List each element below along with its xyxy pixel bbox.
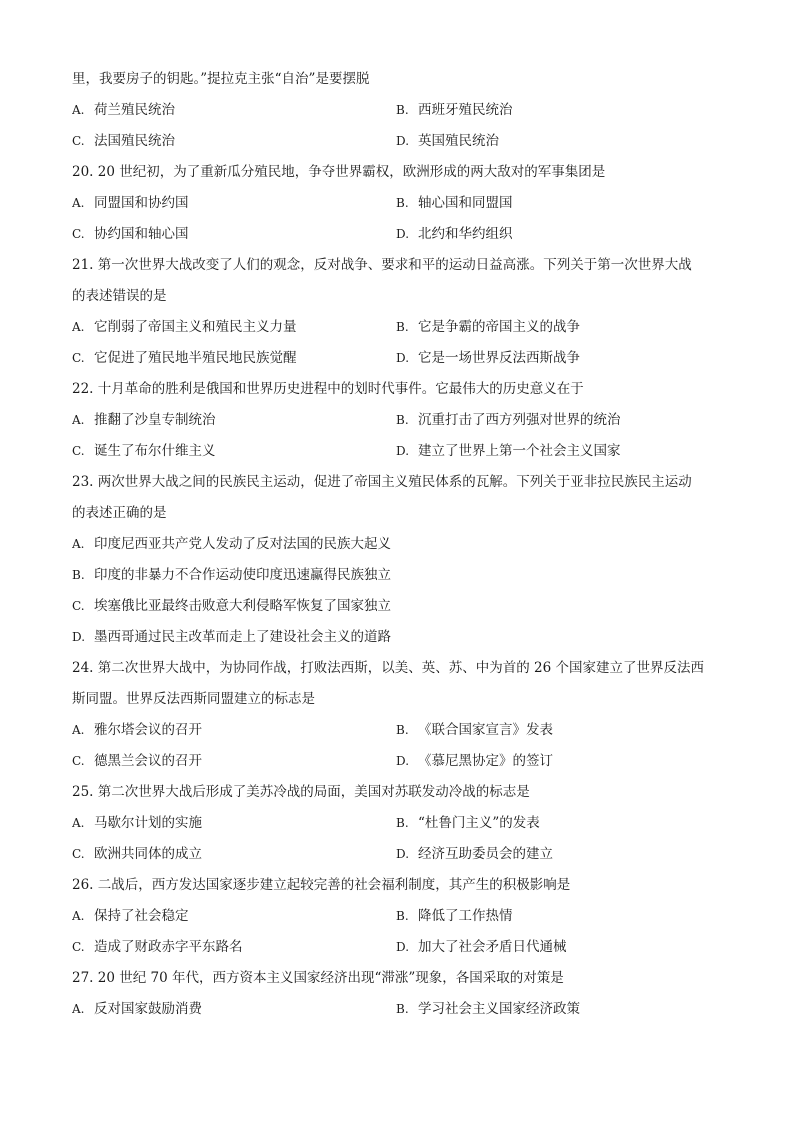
q22-option-d[interactable]: D. 建立了世界上第一个社会主义国家: [396, 443, 621, 459]
q24-option-c[interactable]: C. 德黑兰会议的召开: [72, 753, 202, 769]
q25-option-d[interactable]: D. 经济互助委员会的建立: [396, 846, 553, 862]
q23-option-c[interactable]: C. 埃塞俄比亚最终击败意大利侵略军恢复了国家独立: [72, 598, 391, 614]
q22-option-c[interactable]: C. 诞生了布尔什维主义: [72, 443, 216, 459]
q23-option-a[interactable]: A. 印度尼西亚共产党人发动了反对法国的民族大起义: [72, 536, 391, 552]
question-24-options-row-2: [72, 746, 732, 777]
question-24-stem-line-2: 斯同盟。世界反法西斯同盟建立的标志是: [72, 691, 315, 707]
q25-option-c[interactable]: C. 欧洲共同体的成立: [72, 846, 202, 862]
q26-option-c[interactable]: C. 造成了财政赤字平东路名: [72, 939, 243, 955]
q23-option-d[interactable]: D. 墨西哥通过民主改革而走上了建设社会主义的道路: [72, 629, 391, 645]
question-26-stem: 26. 二战后，西方发达国家逐步建立起较完善的社会福利制度，其产生的积极影响是: [72, 877, 571, 893]
q26-option-a[interactable]: A. 保持了社会稳定: [72, 908, 189, 924]
question-24-stem-line-1: 24. 第二次世界大战中，为协同作战，打败法西斯，以美、英、苏、中为首的 26 个国家建立了世界反法西: [72, 660, 705, 676]
question-20-options-row-1: [72, 188, 732, 219]
q19-option-d[interactable]: D. 英国殖民统治: [396, 133, 499, 149]
q25-option-a[interactable]: A. 马歇尔计划的实施: [72, 815, 202, 831]
question-21-stem-line-2: 的表述错误的是: [72, 288, 167, 304]
q22-option-b[interactable]: B. 沉重打击了西方列强对世界的统治: [396, 412, 621, 428]
q26-option-b[interactable]: B. 降低了工作热情: [396, 908, 513, 924]
q21-option-c[interactable]: C. 它促进了殖民地半殖民地民族觉醒: [72, 350, 297, 366]
question-27-stem: 27. 20 世纪 70 年代，西方资本主义国家经济出现“滞涨”现象，各国采取的对策是: [72, 970, 564, 986]
exam-page: [72, 64, 732, 1025]
q27-option-b[interactable]: B. 学习社会主义国家经济政策: [396, 1001, 580, 1017]
q19-option-b[interactable]: B. 西班牙殖民统治: [396, 102, 513, 118]
q24-option-a[interactable]: A. 雅尔塔会议的召开: [72, 722, 202, 738]
question-22-options-row-1: [72, 405, 732, 436]
question-23-stem-line-2: 的表述正确的是: [72, 505, 167, 521]
question-26-options-row-1: [72, 901, 732, 932]
question-22-options-row-2: [72, 436, 732, 467]
q27-option-a[interactable]: A. 反对国家鼓励消费: [72, 1001, 202, 1017]
question-25-stem: 25. 第二次世界大战后形成了美苏冷战的局面，美国对苏联发动冷战的标志是: [72, 784, 530, 800]
question-25-options-row-1: [72, 808, 732, 839]
question-19-options-row-2: [72, 126, 732, 157]
q21-option-d[interactable]: D. 它是一场世界反法西斯战争: [396, 350, 580, 366]
question-20-options-row-2: [72, 219, 732, 250]
q24-option-b[interactable]: B. 《联合国家宣言》发表: [396, 722, 553, 738]
q22-option-a[interactable]: A. 推翻了沙皇专制统治: [72, 412, 216, 428]
q24-option-d[interactable]: D. 《慕尼黑协定》的签订: [396, 753, 553, 769]
q25-option-b[interactable]: B. “杜鲁门主义”的发表: [396, 815, 540, 831]
question-21-options-row-1: [72, 312, 732, 343]
question-24-options-row-1: [72, 715, 732, 746]
question-22-stem: 22. 十月革命的胜利是俄国和世界历史进程中的划时代事件。它最伟大的历史意义在于: [72, 381, 584, 397]
question-19-options-row-1: [72, 95, 732, 126]
q20-option-b[interactable]: B. 轴心国和同盟国: [396, 195, 513, 211]
q21-option-a[interactable]: A. 它削弱了帝国主义和殖民主义力量: [72, 319, 297, 335]
q20-option-d[interactable]: D. 北约和华约组织: [396, 226, 513, 242]
question-25-options-row-2: [72, 839, 732, 870]
question-20-stem: 20. 20 世纪初，为了重新瓜分殖民地，争夺世界霸权，欧洲形成的两大敌对的军事集团是: [72, 164, 606, 180]
question-26-options-row-2: [72, 932, 732, 963]
q26-option-d[interactable]: D. 加大了社会矛盾日代通械: [396, 939, 567, 955]
question-21-options-row-2: [72, 343, 732, 374]
q21-option-b[interactable]: B. 它是争霸的帝国主义的战争: [396, 319, 580, 335]
question-21-stem-line-1: 21. 第一次世界大战改变了人们的观念，反对战争、要求和平的运动日益高涨。下列关于第一次世界大战: [72, 257, 692, 273]
q20-option-a[interactable]: A. 同盟国和协约国: [72, 195, 189, 211]
q19-option-c[interactable]: C. 法国殖民统治: [72, 133, 175, 149]
question-27-options-row-1: [72, 994, 732, 1025]
q19-option-a[interactable]: A. 荷兰殖民统治: [72, 102, 175, 118]
question-19-continuation: 里，我要房子的钥匙。”提拉克主张“自治”是要摆脱: [72, 71, 370, 87]
question-23-stem-line-1: 23. 两次世界大战之间的民族民主运动，促进了帝国主义殖民体系的瓦解。下列关于亚非拉民族民主运动: [72, 474, 692, 490]
q23-option-b[interactable]: B. 印度的非暴力不合作运动使印度迅速赢得民族独立: [72, 567, 391, 583]
q20-option-c[interactable]: C. 协约国和轴心国: [72, 226, 189, 242]
